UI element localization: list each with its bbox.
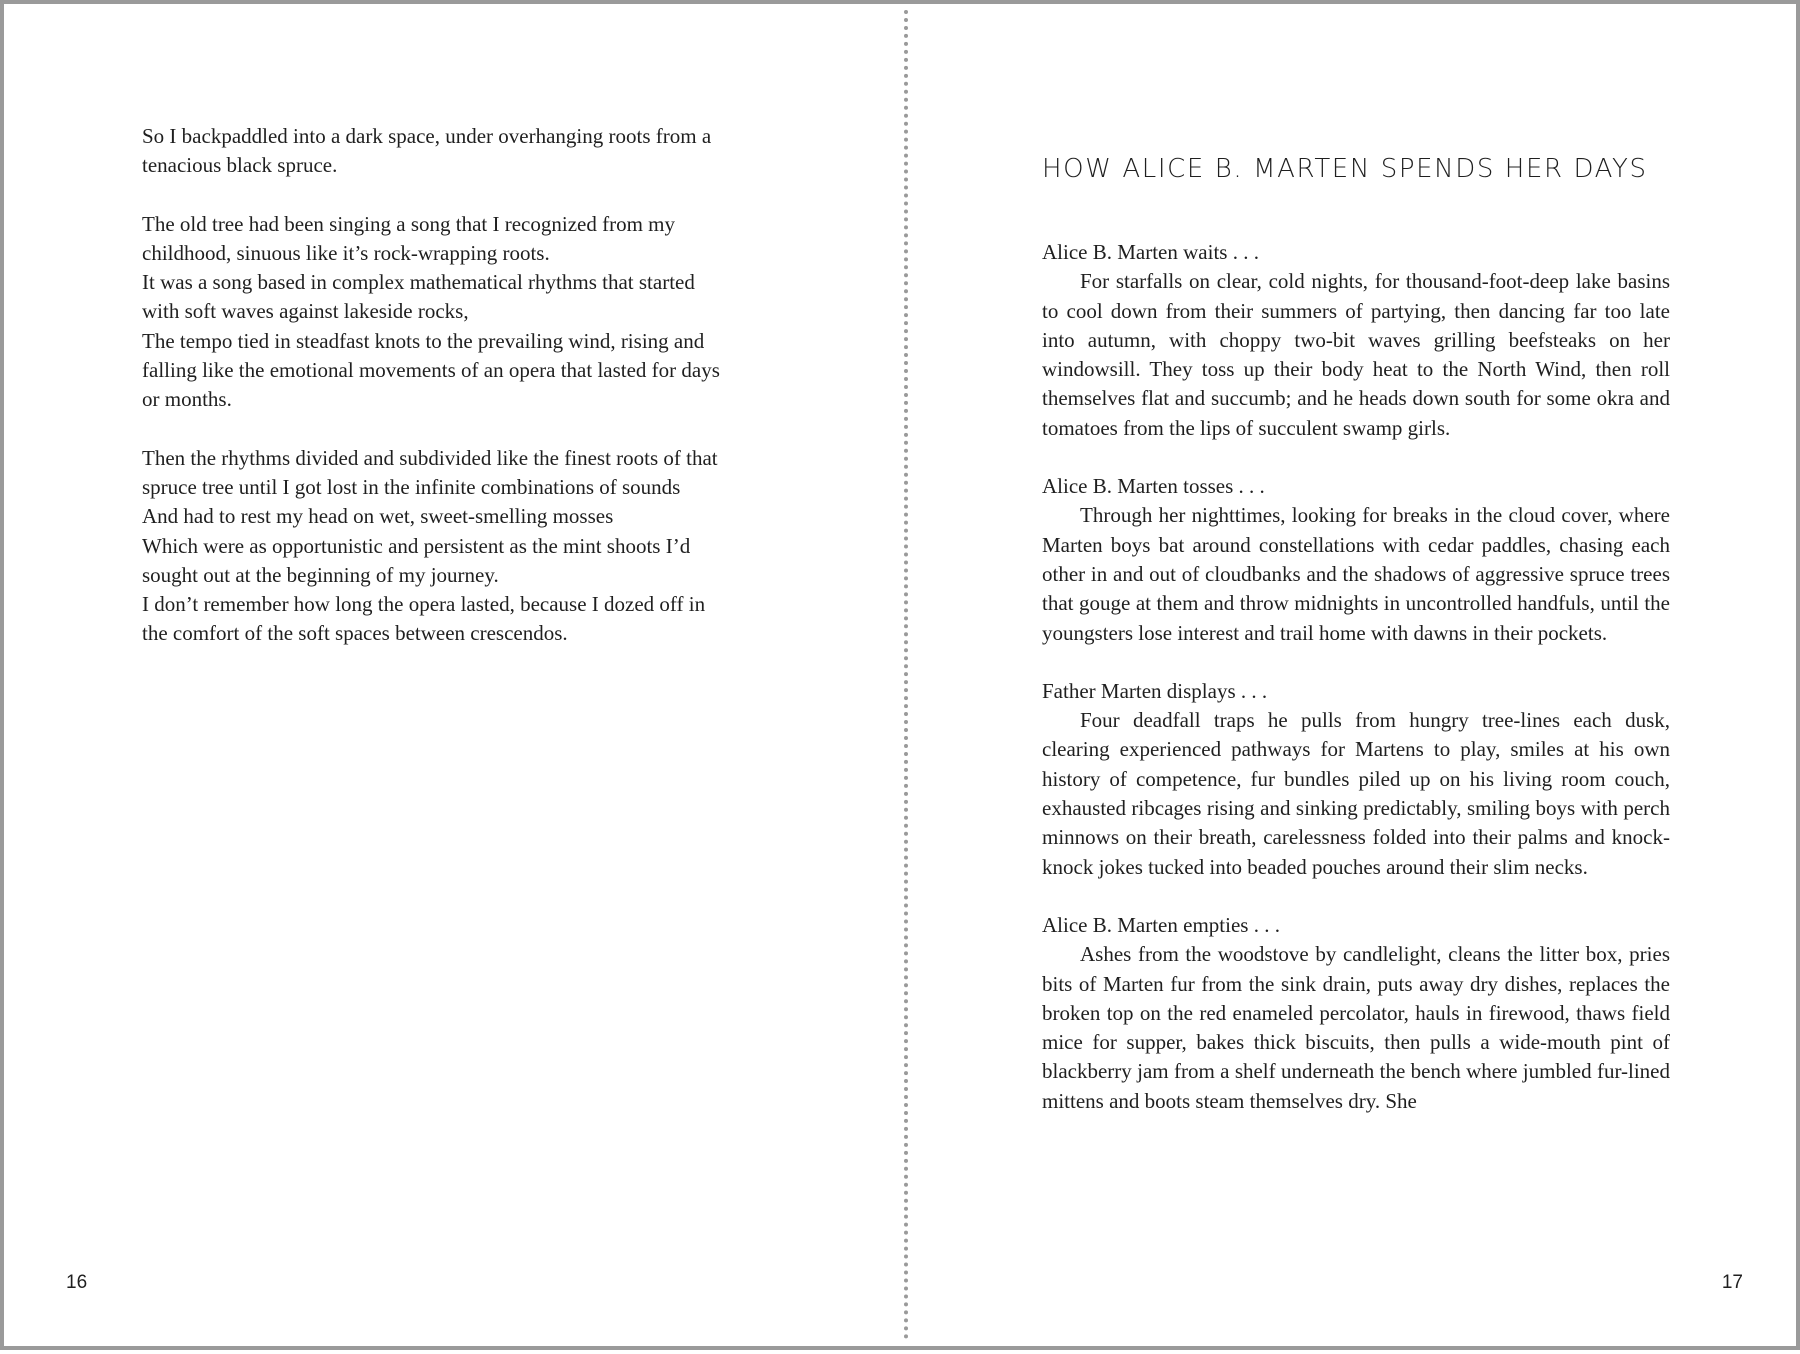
poem-line: sought out at the beginning of my journey. — [142, 562, 499, 587]
poem-line: And had to rest my head on wet, sweet-smelling mosses — [142, 504, 614, 529]
poem-line: or months. — [142, 387, 232, 412]
chapter-title: HOW ALICE B. MARTEN SPENDS HER DAYS — [1042, 154, 1648, 184]
page-number: 17 — [1721, 1272, 1743, 1293]
entry — [1042, 911, 1670, 1116]
entry-lead: Alice B. Marten tosses . . . — [1042, 474, 1265, 499]
entry-paragraph: Ashes from the woodstove by candlelight, cleans the litter box, pries bits of Marten fur from the sink drain, puts away dry dishes, replaces the broken top on the red enameled percolator, hauls in firewood, thaws field mice for supper, bakes thick biscuits, then pulls a wide-mouth pint of blackberry jam from a shelf underneath the bench where jumbled fur-lined mittens and boots steam themselves dry. She — [1042, 942, 1670, 1113]
poem-line: The old tree had been singing a song that I recognized from my — [142, 211, 675, 236]
poem-line: So I backpaddled into a dark space, under overhanging roots from a — [142, 124, 712, 148]
entry — [1042, 677, 1670, 882]
poem-line: the comfort of the soft spaces between crescendos. — [142, 621, 568, 646]
poem-line: I don’t remember how long the opera lasted, because I dozed off in — [142, 592, 706, 617]
entry-lead: Alice B. Marten empties . . . — [1042, 912, 1280, 937]
left-page — [4, 4, 904, 1354]
entry — [1042, 238, 1670, 443]
chapter-body — [1042, 238, 1670, 1145]
stanza — [142, 444, 762, 649]
poem-line: childhood, sinuous like it’s rock-wrapping roots. — [142, 240, 550, 265]
entry-paragraph: For starfalls on clear, cold nights, for thousand-foot-deep lake basins to cool down from their summers of partying, then dancing far too late into autumn, with choppy two-bit waves grilling beefsteaks on her windowsill. They toss up their body heat to the North Wind, then roll themselves flat and succumb; and he heads down south for some okra and tomatoes from the lips of succulent swamp girls. — [1042, 269, 1670, 440]
entry-paragraph: Four deadfall traps he pulls from hungry tree-lines each dusk, clearing experienced pathways for Martens to play, smiles at his own history of competence, fur bundles piled up on his living room couch, exhausted ribcages rising and sinking predictably, smiling boys with perch minnows on their breath, carelessness folded into their palms and knock-knock jokes tucked into beaded pouches around their slim necks. — [1042, 708, 1670, 879]
poem-body — [142, 122, 762, 678]
entry — [1042, 472, 1670, 648]
poem-line: tenacious black spruce. — [142, 153, 338, 178]
stanza — [142, 122, 762, 181]
poem-line: Which were as opportunistic and persistent as the mint shoots I’d — [142, 533, 691, 558]
entry-paragraph: Through her nighttimes, looking for breaks in the cloud cover, where Marten boys bat around constellations with cedar paddles, chasing each other in and out of cloudbanks and the shadows of aggressive spruce trees that gouge at them and throw midnights in uncontrolled handfuls, until the youngsters lose interest and trail home with dawns in their pockets. — [1042, 503, 1670, 645]
stanza — [142, 210, 762, 415]
poem-line: The tempo tied in steadfast knots to the prevailing wind, rising and — [142, 328, 705, 353]
poem-line: with soft waves against lakeside rocks, — [142, 299, 469, 324]
entry-lead: Father Marten displays . . . — [1042, 678, 1268, 703]
entry-lead: Alice B. Marten waits . . . — [1042, 240, 1259, 264]
poem-line: Then the rhythms divided and subdivided like the finest roots of that — [142, 445, 718, 470]
poem-line: falling like the emotional movements of an opera that lasted for days — [142, 358, 720, 383]
right-page — [908, 4, 1800, 1354]
page-number: 16 — [66, 1272, 88, 1293]
poem-line: spruce tree until I got lost in the infinite combinations of sounds — [142, 474, 681, 499]
poem-line: It was a song based in complex mathematical rhythms that started — [142, 270, 695, 295]
